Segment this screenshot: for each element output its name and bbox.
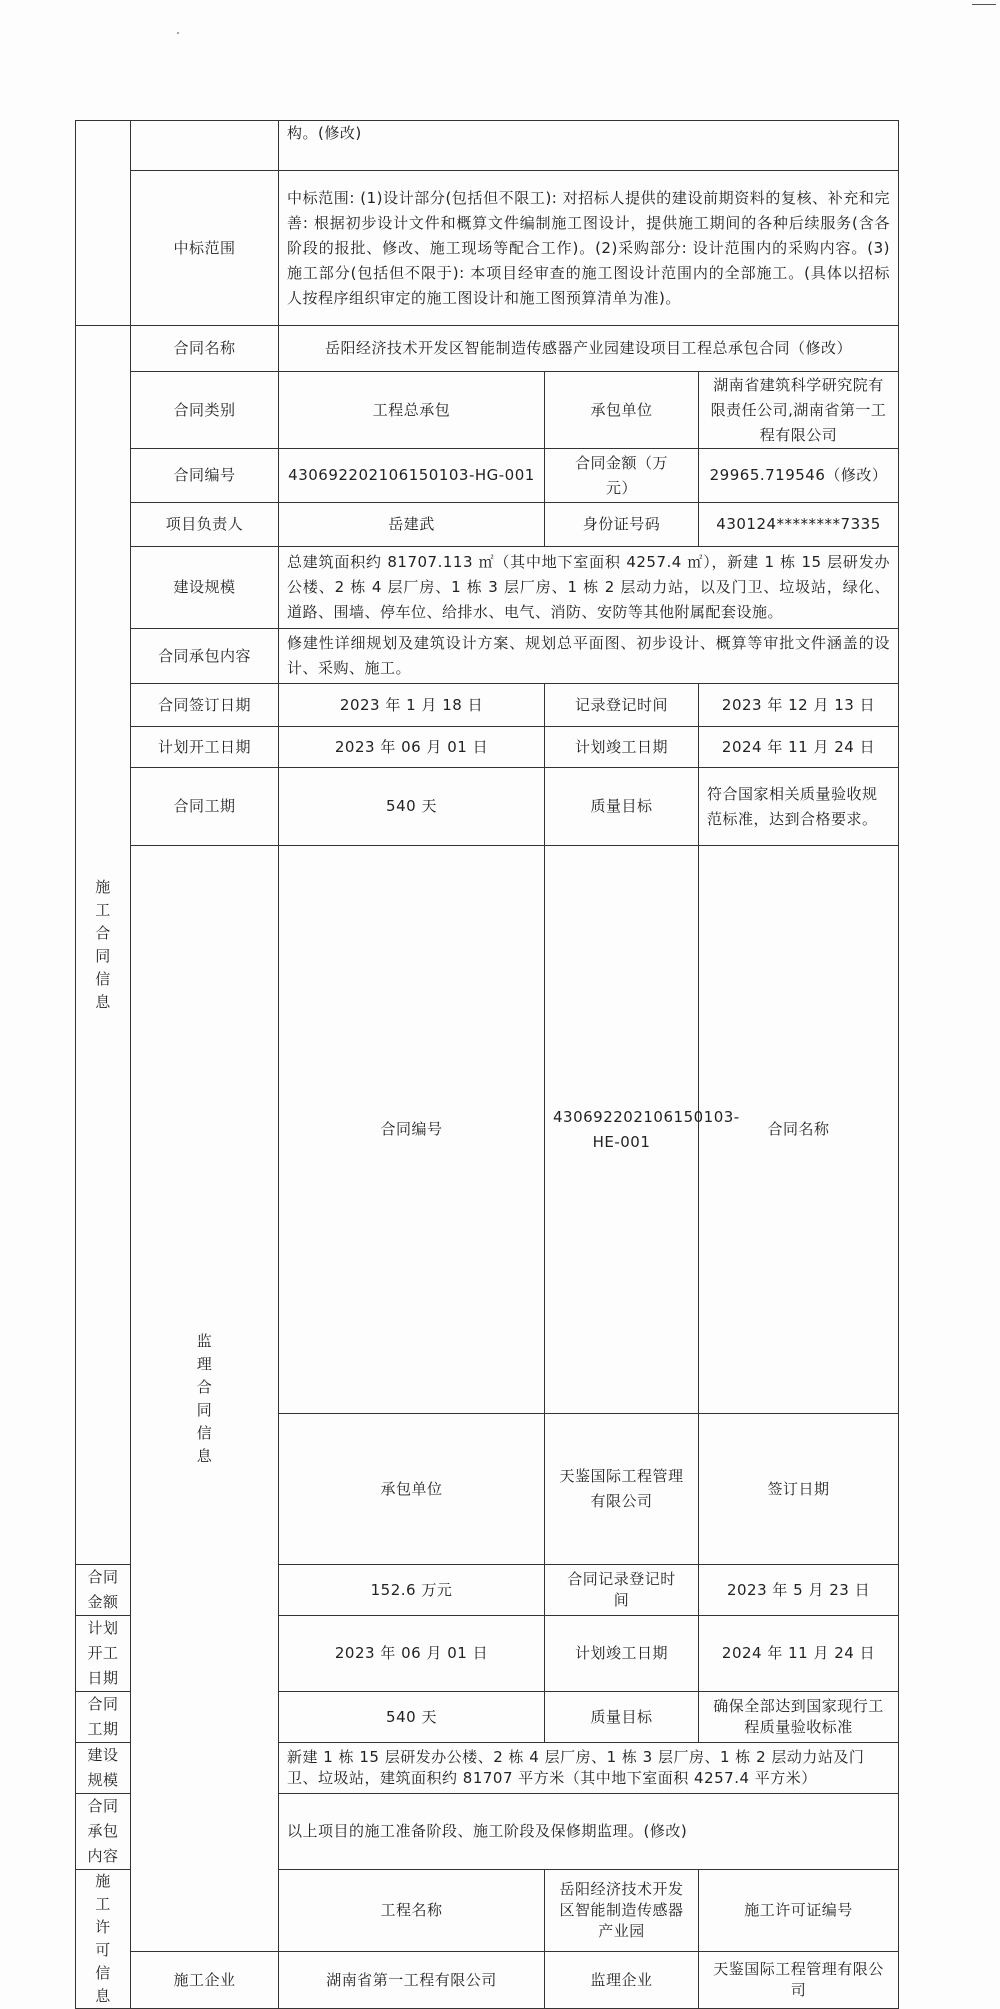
plan-end-value: 2024 年 11 月 24 日 xyxy=(699,727,899,768)
supervision-amount-label: 合同金额 xyxy=(76,1565,131,1616)
table-row xyxy=(76,727,899,768)
supervision-content-value: 以上项目的施工准备阶段、施工阶段及保修期监理。(修改) xyxy=(279,1794,899,1870)
table-row xyxy=(76,1952,899,2009)
permit-section-label xyxy=(76,1870,131,2009)
supervision-plan-end-label: 计划竣工日期 xyxy=(545,1616,699,1692)
permit-number-label: 施工许可证编号 xyxy=(699,1870,899,1952)
table-row xyxy=(76,684,899,727)
table-row xyxy=(76,171,899,326)
project-info-table xyxy=(75,120,899,2009)
sign-date-label: 合同签订日期 xyxy=(131,684,279,727)
duration-label: 合同工期 xyxy=(131,768,279,846)
table-row xyxy=(76,846,899,1414)
sign-date-value: 2023 年 1 月 18 日 xyxy=(279,684,545,727)
id-number-label: 身份证号码 xyxy=(545,503,699,547)
table-row xyxy=(76,503,899,547)
supervision-contractor-label: 承包单位 xyxy=(279,1414,545,1565)
builder-label: 施工企业 xyxy=(131,1952,279,2009)
supervision-contract-section-text: 监理合同信息 xyxy=(196,1331,213,1465)
table-row xyxy=(76,326,899,372)
contract-name-value: 岳阳经济技术开发区智能制造传感器产业园建设项目工程总承包合同（修改） xyxy=(279,326,899,372)
table-row xyxy=(76,768,899,846)
supervision-sign-label: 签订日期 xyxy=(699,1414,899,1565)
project-manager-label: 项目负责人 xyxy=(131,503,279,547)
builder-value: 湖南省第一工程有限公司 xyxy=(279,1952,545,2009)
construction-scale-label: 建设规模 xyxy=(131,547,279,629)
supervision-amount-value: 152.6 万元 xyxy=(279,1565,545,1616)
project-name-label: 工程名称 xyxy=(279,1870,545,1952)
supervision-plan-start-value: 2023 年 06 月 01 日 xyxy=(279,1616,545,1692)
supervision-name-label: 合同名称 xyxy=(699,846,899,1414)
supervision-record-value: 2023 年 5 月 23 日 xyxy=(699,1565,899,1616)
id-number-value: 430124********7335 xyxy=(699,503,899,547)
supervision-plan-end-value: 2024 年 11 月 24 日 xyxy=(699,1616,899,1692)
supervisor-value: 天鉴国际工程管理有限公司 xyxy=(699,1952,899,2009)
supervision-number-label: 合同编号 xyxy=(279,846,545,1414)
contract-type-value: 工程总承包 xyxy=(279,372,545,449)
supervisor-label: 监理企业 xyxy=(545,1952,699,2009)
supervision-quality-value: 确保全部达到国家现行工程质量验收标准 xyxy=(699,1692,899,1743)
contractor-label: 承包单位 xyxy=(545,372,699,449)
supervision-duration-label: 合同工期 xyxy=(76,1692,131,1743)
permit-section-text: 施工许可信息 xyxy=(95,1872,111,2005)
duration-value: 540 天 xyxy=(279,768,545,846)
record-time-label: 记录登记时间 xyxy=(545,684,699,727)
plan-end-label: 计划竣工日期 xyxy=(545,727,699,768)
contract-amount-label: 合同金额（万元） xyxy=(545,449,699,503)
supervision-contractor-value: 天鉴国际工程管理有限公司 xyxy=(545,1414,699,1565)
supervision-quality-label: 质量目标 xyxy=(545,1692,699,1743)
construction-contract-section-text: 施工合同信息 xyxy=(95,878,111,1011)
construction-contract-section-label xyxy=(76,326,131,1565)
contract-amount-value: 29965.719546（修改） xyxy=(699,449,899,503)
supervision-content-label: 合同承包内容 xyxy=(76,1794,131,1870)
scan-dot xyxy=(177,32,179,34)
table-row xyxy=(76,547,899,629)
supervision-duration-value: 540 天 xyxy=(279,1692,545,1743)
project-name-value: 岳阳经济技术开发区智能制造传感器产业园 xyxy=(545,1870,699,1952)
contract-type-label: 合同类别 xyxy=(131,372,279,449)
construction-scale-value: 总建筑面积约 81707.113 ㎡（其中地下室面积 4257.4 ㎡），新建 1 栋 15 层研发办公楼、2 栋 4 层厂房、1 栋 3 层厂房、1 栋 2 层动力站，以及门卫、垃圾站，绿化、道路、围墙、停车位、给排水、电气、消防、安防等其他附属配套设施。 xyxy=(279,547,899,629)
scope-text: 中标范围: (1)设计部分(包括但不限工): 对招标人提供的建设前期资料的复核、补充和完善: 根据初步设计文件和概算文件编制施工图设计，提供施工期间的各种后续服务(含各阶段的报批、修改、施工现场等配合工作)。(2)采购部分: 设计范围内的采购内容。(3)施工部分(包括但不限于): 本项目经审查的施工图设计范围内的全部施工。(具体以招标人按程序组织审定的施工图设计和施工图预算清单为准)。 xyxy=(279,171,899,326)
contract-content-label: 合同承包内容 xyxy=(131,629,279,684)
table-row xyxy=(76,449,899,503)
supervision-scale-value: 新建 1 栋 15 层研发办公楼、2 栋 4 层厂房、1 栋 3 层厂房、1 栋 2 层动力站及门卫、垃圾站，建筑面积约 81707 平方米（其中地下室面积 4257.4 平方米） xyxy=(279,1743,899,1794)
table-row xyxy=(76,372,899,449)
blank-category-cell xyxy=(76,121,131,326)
plan-start-label: 计划开工日期 xyxy=(131,727,279,768)
supervision-plan-start-label: 计划开工日期 xyxy=(76,1616,131,1692)
plan-start-value: 2023 年 06 月 01 日 xyxy=(279,727,545,768)
project-manager-value: 岳建武 xyxy=(279,503,545,547)
quality-target-label: 质量目标 xyxy=(545,768,699,846)
contract-content-value: 修建性详细规划及建筑设计方案、规划总平面图、初步设计、概算等审批文件涵盖的设计、采购、施工。 xyxy=(279,629,899,684)
supervision-contract-section-label xyxy=(131,846,279,1952)
contract-number-label: 合同编号 xyxy=(131,449,279,503)
table-row xyxy=(76,629,899,684)
blank-label-cell xyxy=(131,121,279,171)
corner-mark xyxy=(972,4,996,5)
scope-label: 中标范围 xyxy=(131,171,279,326)
supervision-scale-label: 建设规模 xyxy=(76,1743,131,1794)
table-row xyxy=(76,121,899,171)
continued-text: 构。(修改) xyxy=(279,121,899,171)
contract-name-label: 合同名称 xyxy=(131,326,279,372)
quality-target-value: 符合国家相关质量验收规范标准，达到合格要求。 xyxy=(699,768,899,846)
contractor-value: 湖南省建筑科学研究院有限责任公司,湖南省第一工程有限公司 xyxy=(699,372,899,449)
contract-number-value: 430692202106150103-HG-001 xyxy=(279,449,545,503)
supervision-record-label: 合同记录登记时间 xyxy=(545,1565,699,1616)
record-time-value: 2023 年 12 月 13 日 xyxy=(699,684,899,727)
supervision-number-value: 430692202106150103-HE-001 xyxy=(545,846,699,1414)
